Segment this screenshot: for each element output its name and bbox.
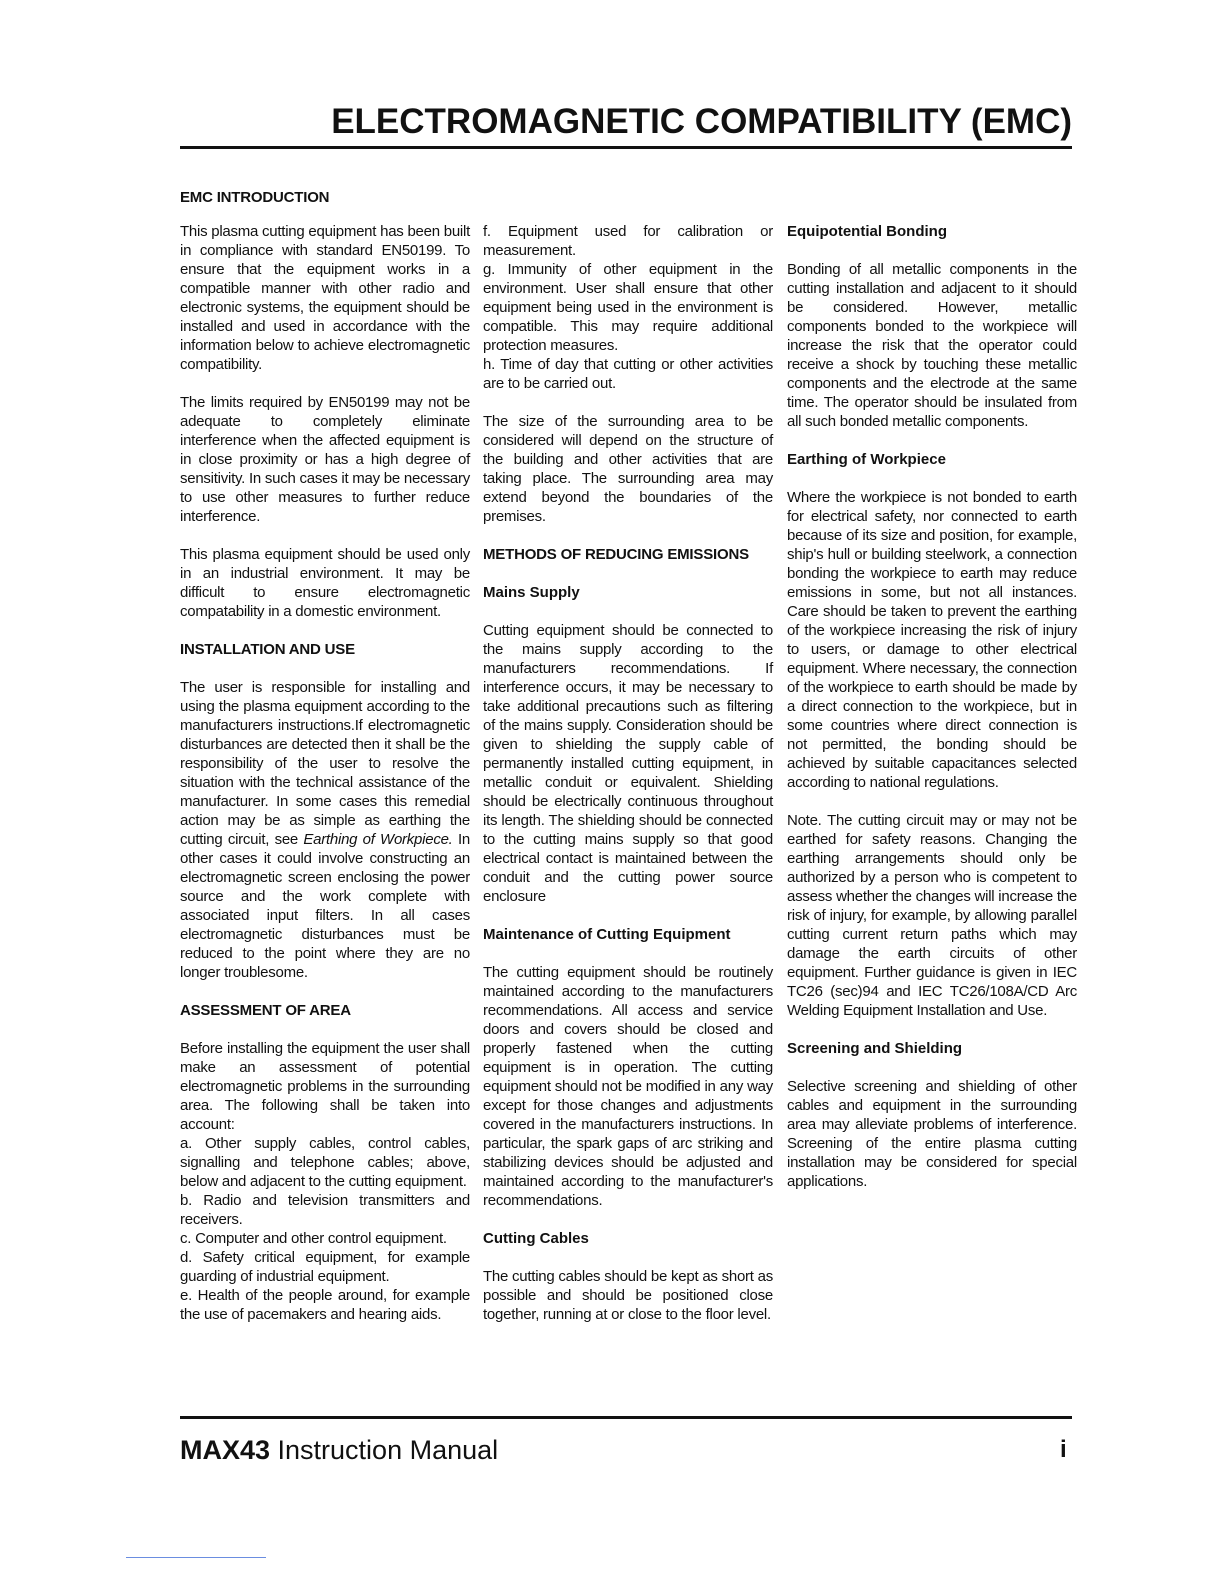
section-heading-methods-of-reducing-emissions: METHODS OF REDUCING EMISSIONS xyxy=(483,546,749,563)
footer-manual-label: Instruction Manual xyxy=(270,1435,499,1465)
subheading-screening-and-shielding: Screening and Shielding xyxy=(787,1040,963,1057)
column-left xyxy=(180,222,470,1324)
subheading-cutting-cables: Cutting Cables xyxy=(483,1230,589,1247)
section-heading-installation-and-use: INSTALLATION AND USE xyxy=(180,641,355,658)
column-right xyxy=(787,222,1077,1191)
subheading-earthing-of-workpiece: Earthing of Workpiece xyxy=(787,451,946,468)
page-number: i xyxy=(1060,1436,1067,1463)
subheading-maintenance: Maintenance of Cutting Equipment xyxy=(483,926,731,943)
paragraph-assessment: Before installing the equipment the user shall make an assessment of potential electromagnetic problems in the surrounding area. The following shall be taken into account: xyxy=(180,1040,470,1133)
paragraph-earthing-of-workpiece: Where the workpiece is not bonded to earth for electrical safety, nor connected to earth because of its size and position, for example, ship's hull or building steelwork, a connection bonding the workpiece to earth may reduce emissions in some, but not all instances. Care should be taken to prevent the earthing of the workpiece increasing the risk of injury to users, or damage to other electrical equipment. Where necessary, the connection of the workpiece to earth should be made by a direct connection to the workpiece, but in some countries where direct connection is not permitted, the bonding should be achieved by suitable capacitances selected according to national regulations. xyxy=(787,489,1077,791)
scan-mark-line xyxy=(126,1557,266,1558)
list-item: h. Time of day that cutting or other activities are to be carried out. xyxy=(483,356,773,392)
paragraph-user-responsibility xyxy=(180,678,470,982)
column-middle xyxy=(483,222,773,1324)
paragraph-surrounding-area: The size of the surrounding area to be considered will depend on the structure of the building and other activities that are taking place. The surrounding area may extend beyond the boundaries of the premises. xyxy=(483,413,773,525)
paragraph-text: The user is responsible for installing and using the plasma equipment according to the manufacturers instructions.If electromagnetic disturbances are detected then it shall be the responsibility of the user to resolve the situation with the technical assistance of the manufacturer. In some cases this remedial action may be as simple as earthing the cutting circuit, see xyxy=(180,679,470,848)
paragraph-intro-compliance: This plasma cutting equipment has been built in compliance with standard EN50199. To ensure that the equipment works in a compatible manner with other radio and electronic systems, the equipment should be installed and used in accordance with the information below to achieve electromagnetic compatibility. xyxy=(180,223,471,373)
subheading-equipotential-bonding: Equipotential Bonding xyxy=(787,223,947,240)
list-item: b. Radio and television transmitters and receivers. xyxy=(180,1192,470,1228)
list-item: c. Computer and other control equipment. xyxy=(180,1230,447,1247)
paragraph-limits: The limits required by EN50199 may not be adequate to completely eliminate interference when the affected equipment is in close proximity or has a high degree of sensitivity. In such cases it may be necessary to use other measures to further reduce interference. xyxy=(180,394,471,525)
section-heading-assessment-of-area: ASSESSMENT OF AREA xyxy=(180,1002,351,1019)
footer-rule xyxy=(180,1416,1072,1419)
paragraph-equipotential-bonding: Bonding of all metallic components in the cutting installation and adjacent to it should be considered. However, metallic components bonded to the workpiece will increase the risk that the operator could receive a shock by touching these metallic components and the electrode at the same time. The operator should be insulated from all such bonded metallic components. xyxy=(787,261,1077,430)
paragraph-screening-and-shielding: Selective screening and shielding of other cables and equipment in the surrounding area may alleviate problems of interference. Screening of the entire plasma cutting installation may be considered for special applications. xyxy=(787,1078,1077,1190)
footer-model: MAX43 xyxy=(180,1435,271,1465)
list-item: f. Equipment used for calibration or measurement. xyxy=(483,223,773,259)
footer-manual-title xyxy=(180,1434,498,1466)
paragraph-note: Note. The cutting circuit may or may not be earthed for safety reasons. Changing the earthing arrangements should only be authorized by a person who is competent to assess whether the changes will increase the risk of injury, for example, by allowing parallel cutting current return paths which may damage the earth circuits of other equipment. Further guidance is given in IEC TC26 (sec)94 and IEC TC26/108A/CD Arc Welding Equipment Installation and Use. xyxy=(787,812,1077,1019)
list-item: a. Other supply cables, control cables, signalling and telephone cables; above, below and adjacent to the cutting equipment. xyxy=(180,1135,470,1190)
paragraph-cutting-cables: The cutting cables should be kept as short as possible and should be positioned close together, running at or close to the floor level. xyxy=(483,1268,773,1323)
list-item: d. Safety critical equipment, for example guarding of industrial equipment. xyxy=(180,1249,470,1285)
section-heading-emc-introduction: EMC INTRODUCTION xyxy=(180,189,330,206)
list-item: g. Immunity of other equipment in the environment. User shall ensure that other equipment being used in the environment is compatible. This may require additional protection measures. xyxy=(483,261,773,354)
paragraph-industrial-use: This plasma equipment should be used only in an industrial environment. It may be difficult to ensure electromagnetic compatability in a domestic environment. xyxy=(180,546,470,620)
list-item: e. Health of the people around, for example the use of pacemakers and hearing aids. xyxy=(180,1287,470,1323)
paragraph-maintenance: The cutting equipment should be routinely maintained according to the manufacturers recommendations. All access and service doors and covers should be closed and properly fastened when the cutting equipment is in operation. The cutting equipment should not be modified in any way except for those changes and adjustments covered in the manufacturers instructions. In particular, the spark gaps of arc striking and stabilizing devices should be adjusted and maintained according to the manufacturer's recommendations. xyxy=(483,964,773,1209)
paragraph-text: In other cases it could involve constructing an electromagnetic screen enclosing the power source and the work complete with associated input filters. In all cases electromagnetic disturbances must be reduced to the point where they are no longer troublesome. xyxy=(180,831,470,981)
paragraph-mains-supply: Cutting equipment should be connected to the mains supply according to the manufacturers recommendations. If interference occurs, it may be necessary to take additional precautions such as filtering of the mains supply. Consideration should be given to shielding the supply cable of permanently installed cutting equipment, in metallic conduit or equivalent. Shielding should be electrically continuous throughout its length. The shielding should be connected to the cutting mains supply so that good electrical contact is maintained between the conduit and the cutting power source enclosure xyxy=(483,622,773,905)
subheading-mains-supply: Mains Supply xyxy=(483,584,580,601)
header-rule xyxy=(180,146,1072,149)
page-title: ELECTROMAGNETIC COMPATIBILITY (EMC) xyxy=(331,102,1072,141)
cross-reference-earthing: Earthing of Workpiece. xyxy=(303,831,453,848)
